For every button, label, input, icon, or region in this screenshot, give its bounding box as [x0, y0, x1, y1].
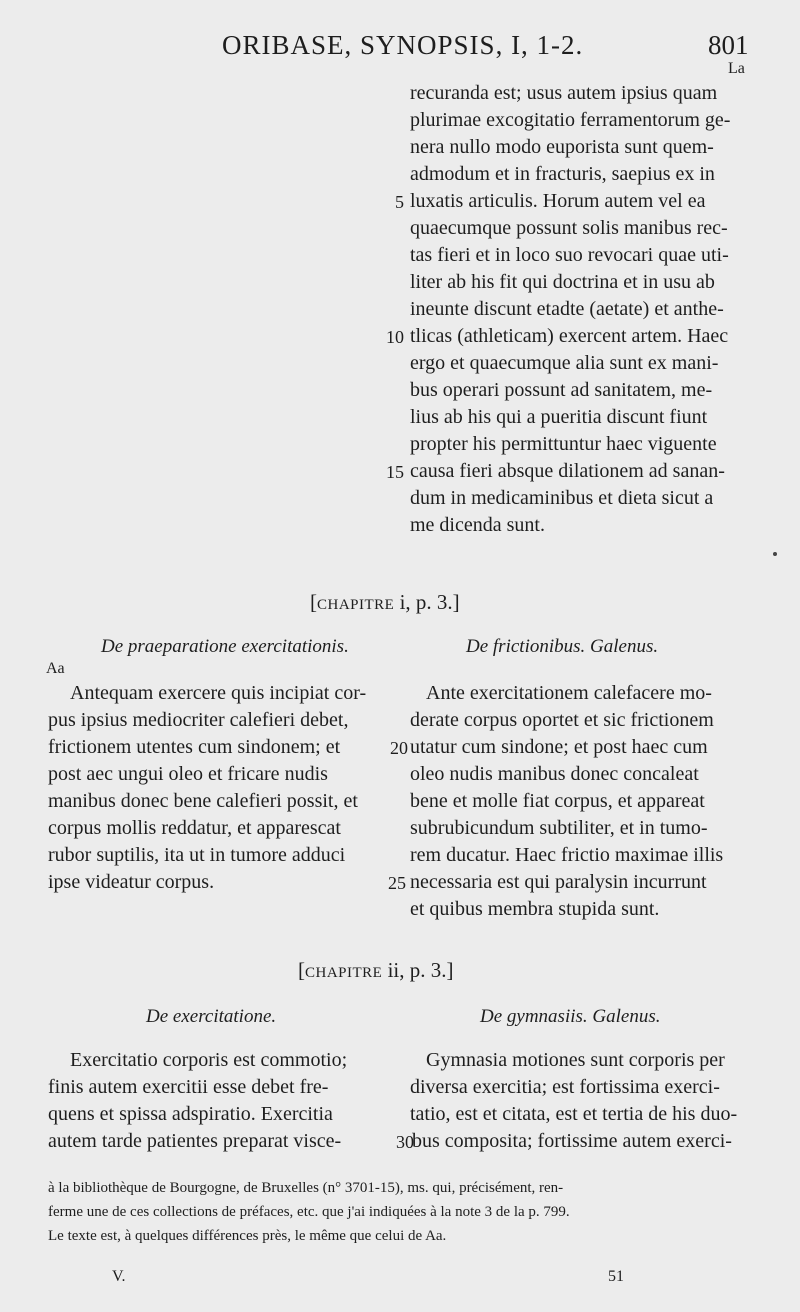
text-line: rem ducatur. Haec frictio maximae illis: [410, 844, 724, 866]
text-line: ineunte discunt etadte (aetate) et anthe-: [410, 298, 724, 320]
text-line: bus composita; fortissime autem exerci-: [412, 1130, 732, 1152]
text-line: tas fieri et in loco suo revocari quae uti-: [410, 244, 729, 266]
text-line: utatur cum sindone; et post haec cum: [410, 736, 708, 758]
right-section-heading: De frictionibus. Galenus.: [466, 636, 659, 657]
text-line: dum in medicaminibus et dieta sicut a: [410, 487, 714, 509]
text-line: autem tarde patientes preparat visce-: [48, 1130, 342, 1152]
text-line: post aec ungui oleo et fricare nudis: [48, 763, 328, 785]
text-line: necessaria est qui paralysin incurrunt: [410, 871, 707, 893]
text-line: tatio, est et citata, est et tertia de his duo-: [410, 1103, 738, 1125]
text-line: bene et molle fiat corpus, et appareat: [410, 790, 705, 812]
line-number: 10: [386, 327, 404, 347]
page-number: 801: [708, 30, 749, 60]
text-line: subrubicundum subtiliter, et in tumo-: [410, 817, 708, 839]
text-line: propter his permittuntur haec viguente: [410, 433, 717, 455]
text-line: pus ipsius mediocriter calefieri debet,: [48, 709, 349, 731]
footnote-line: ferme une de ces collections de préfaces, etc. que j'ai indiquées à la note 3 de la p. 799.: [48, 1204, 570, 1220]
text-line: corpus mollis reddatur, et apparescat: [48, 817, 341, 839]
text-line: ipse videatur corpus.: [48, 871, 215, 893]
line-number: 25: [388, 873, 406, 893]
left-section-heading: De praeparatione exercitationis.: [101, 636, 349, 657]
chapter-label: CHAPITRE: [305, 965, 383, 981]
right-section-heading: De gymnasiis. Galenus.: [480, 1006, 661, 1027]
text-line: frictionem utentes cum sindonem; et: [48, 736, 341, 758]
text-line: manibus donec bene calefieri possit, et: [48, 790, 358, 812]
chapter-heading: [298, 958, 454, 983]
line-number: 5: [395, 192, 404, 212]
line-number: 15: [386, 462, 404, 482]
text-line: derate corpus oportet et sic frictionem: [410, 709, 714, 731]
text-line: admodum et in fracturis, saepius ex in: [410, 163, 715, 185]
text-line: quaecumque possunt solis manibus rec-: [410, 217, 728, 239]
signature-letter: V.: [112, 1268, 126, 1285]
chapter-ref: i, p. 3.]: [394, 590, 460, 614]
text-line: nera nullo modo euporista sunt quem-: [410, 136, 714, 158]
running-title: ORIBASE, SYNOPSIS, I, 1-2.: [222, 30, 584, 60]
text-line: finis autem exercitii esse debet fre-: [48, 1076, 329, 1098]
text-line: bus operari possunt ad sanitatem, me-: [410, 379, 713, 401]
text-line: me dicenda sunt.: [410, 514, 545, 536]
line-number: 20: [390, 738, 408, 758]
text-line: luxatis articulis. Horum autem vel ea: [410, 190, 706, 212]
text-line: causa fieri absque dilationem ad sanan-: [410, 460, 725, 482]
text-line: recuranda est; usus autem ipsius quam: [410, 82, 718, 104]
text-line: lius ab his qui a pueritia discunt fiunt: [410, 406, 708, 428]
text-line: liter ab his fit qui doctrina et in usu ab: [410, 271, 715, 293]
chapter-ref: ii, p. 3.]: [382, 958, 454, 982]
chapter-label: CHAPITRE: [317, 597, 395, 613]
catchword: La: [728, 60, 745, 77]
page-header: [0, 30, 800, 77]
text-line: rubor suptilis, ita ut in tumore adduci: [48, 844, 346, 866]
manuscript-siglum: Aa: [46, 660, 65, 677]
footnote-line: à la bibliothèque de Bourgogne, de Bruxelles (n° 3701-15), ms. qui, précisément, ren-: [48, 1180, 564, 1196]
text-line: diversa exercitia; est fortissima exerci-: [410, 1076, 720, 1098]
text-line: Antequam exercere quis incipiat cor-: [70, 682, 367, 704]
text-line: ergo et quaecumque alia sunt ex mani-: [410, 352, 719, 374]
ink-dot: [773, 552, 777, 556]
text-line: et quibus membra stupida sunt.: [410, 898, 660, 920]
text-line: plurimae excogitatio ferramentorum ge-: [410, 109, 731, 131]
text-line: oleo nudis manibus donec concaleat: [410, 763, 699, 785]
footnote-line: Le texte est, à quelques différences près, le même que celui de Aa.: [48, 1228, 447, 1244]
text-line: Exercitatio corporis est commotio;: [70, 1049, 348, 1071]
signature-number: 51: [608, 1268, 624, 1285]
line-number: 30: [396, 1132, 414, 1152]
bracket: [: [298, 958, 305, 982]
text-line: Gymnasia motiones sunt corporis per: [426, 1049, 725, 1071]
chapter-heading: [310, 590, 460, 615]
text-line: Ante exercitationem calefacere mo-: [426, 682, 712, 704]
text-line: tlicas (athleticam) exercent artem. Haec: [410, 325, 729, 347]
bracket: [: [310, 590, 317, 614]
text-line: quens et spissa adspiratio. Exercitia: [48, 1103, 333, 1125]
left-section-heading: De exercitatione.: [146, 1006, 277, 1027]
